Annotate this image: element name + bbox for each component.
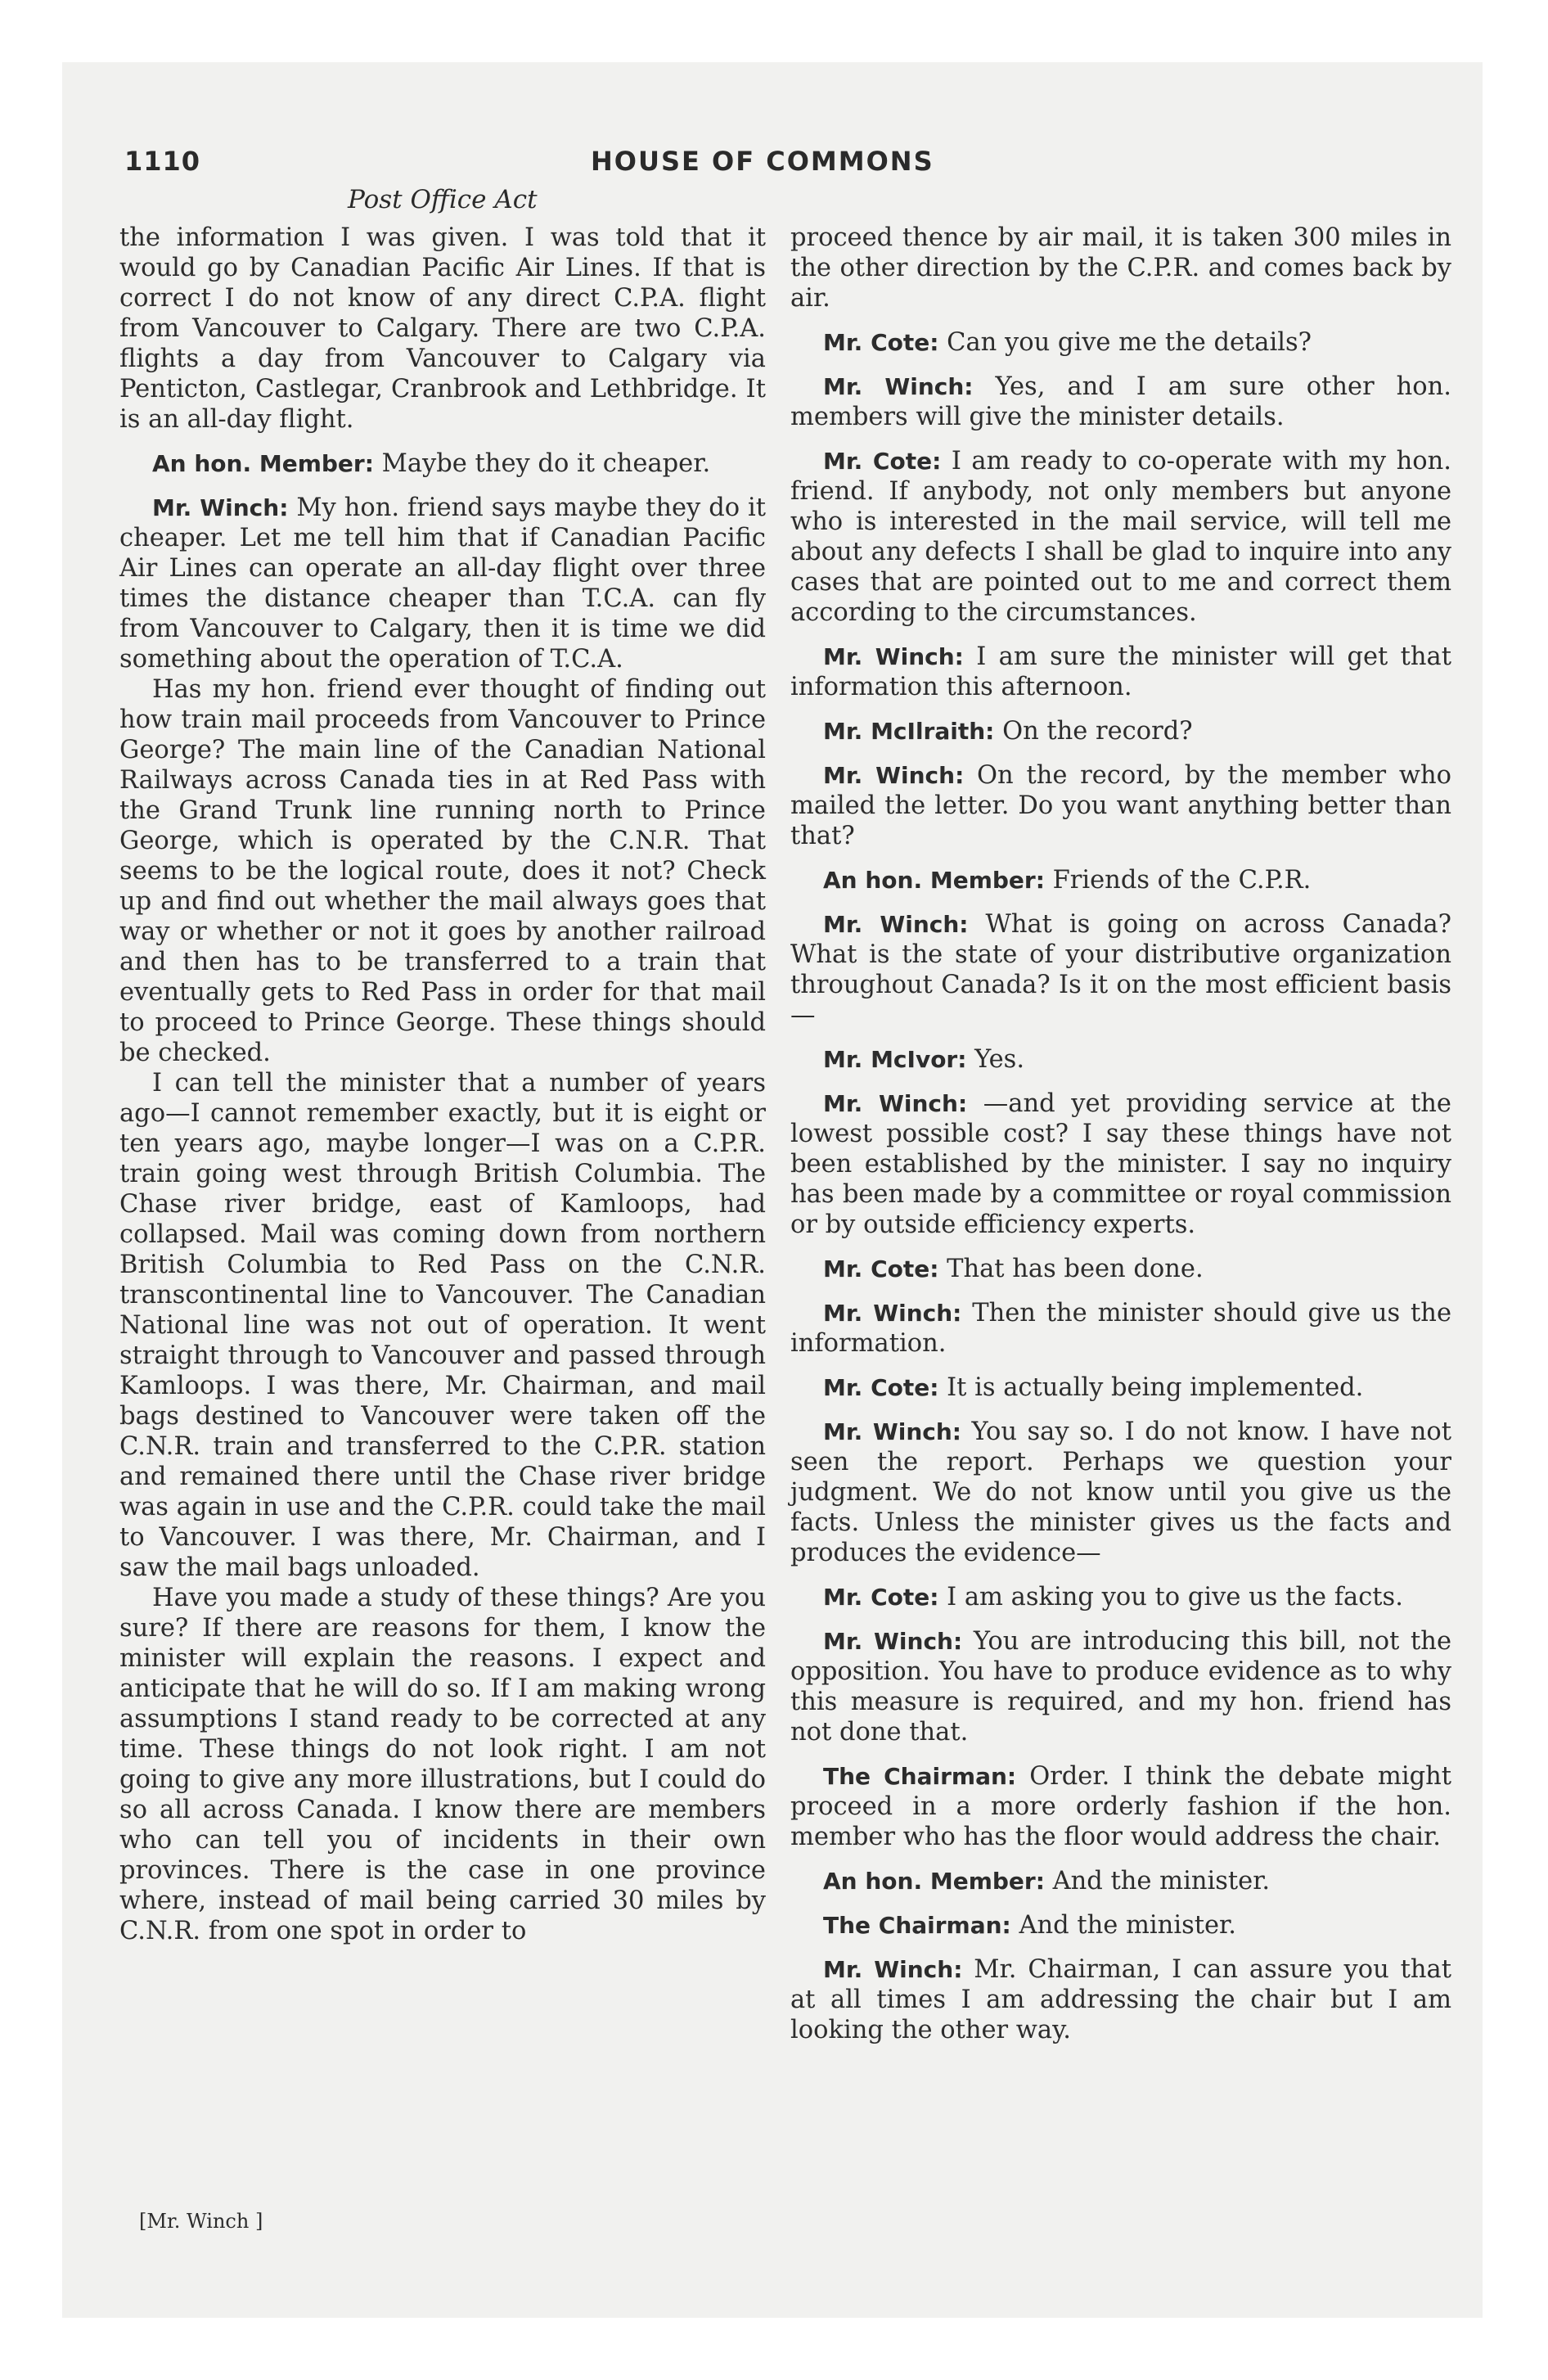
paragraph-text: I can tell the minister that a number of years ago—I cannot remember exactly, but it is eight or ten years ago, maybe longer—I was on a C.P.R. train going west through British Columbia. The Chase river bridge, east of Kamloops, had collapsed. Mail was coming down from northern British Columbia to Red Pass on the C.N.R. transcontinental line to Vancouver. The Canadian National line was not out of operation. It went straight through to Vancouver and passed through Kamloops. I was there, Mr. Chairman, and mail bags destined to Vancouver were taken off the C.N.R. train and transferred to the C.P.R. station and remained there until the Chase river bridge was again in use and the C.P.R. could take the mail to Vancouver. I was there, Mr. Chairman, and I saw the mail bags unloaded. — [119, 1069, 766, 1582]
speaker-name: An hon. Member: — [823, 867, 1045, 894]
paragraph — [119, 1583, 766, 1946]
speaker-name: Mr. Winch: — [823, 1090, 968, 1117]
speech-paragraph — [790, 372, 1451, 432]
speech-paragraph — [119, 493, 766, 674]
speech-text: Then the minister should give us the information. — [790, 1299, 1451, 1358]
speaker-name: An hon. Member: — [823, 1868, 1045, 1895]
left-column — [119, 223, 766, 1946]
speaker-name: Mr. Winch: — [823, 1418, 962, 1445]
speech-text: I am sure the minister will get that information this afternoon. — [790, 642, 1451, 701]
speech-text: On the record? — [1002, 717, 1193, 746]
speech-paragraph — [790, 327, 1451, 358]
speech-text: On the record, by the member who mailed the letter. Do you want anything better than that? — [790, 761, 1451, 850]
speech-text: You say so. I do not know. I have not seen the report. Perhaps we question your judgment. We do not know until you give us the facts. Unless the minister gives us the facts and produces the evidence— — [790, 1418, 1451, 1567]
speech-text: What is going on across Canada? What is the state of your distributive organization throughout Canada? Is it on the most efficient basis— — [790, 910, 1451, 1030]
speaker-name: An hon. Member: — [152, 450, 374, 477]
speech-paragraph — [790, 1626, 1451, 1747]
speech-text: Friends of the C.P.R. — [1052, 866, 1312, 895]
speech-text: You are introducing this bill, not the opposition. You have to produce evidence as to why this measure is required, and my hon. friend has not done that. — [790, 1627, 1451, 1747]
speaker-name: Mr. McIvor: — [823, 1046, 967, 1073]
footer-speaker-note: [Mr. Winch ] — [139, 2210, 263, 2233]
page-number: 1110 — [124, 146, 201, 177]
speaker-name: Mr. Winch: — [823, 1956, 963, 1983]
speech-paragraph — [790, 1582, 1451, 1612]
running-title: HOUSE OF COMMONS — [591, 146, 934, 177]
speech-paragraph — [790, 1044, 1451, 1075]
speech-paragraph — [790, 1761, 1451, 1852]
paragraph — [119, 1068, 766, 1583]
speaker-name: Mr. Winch: — [823, 911, 969, 938]
speech-text: And the minister. — [1052, 1867, 1271, 1895]
speech-paragraph — [790, 865, 1451, 895]
speech-paragraph — [119, 449, 766, 479]
paragraph-text: Have you made a study of these things? Are you sure? If there are reasons for them, I know the minister will explain the reasons. I expect and anticipate that he will do so. If I am making wrong assumptions I stand ready to be corrected at any time. These things do not look right. I am not going to give any more illustrations, but I could do so all across Canada. I know there are members who can tell you of incidents in their own provinces. There is the case in one province where, instead of mail being carried 30 miles by C.N.R. from one spot in order to — [119, 1584, 766, 1945]
speech-paragraph — [790, 1373, 1451, 1403]
speaker-name: Mr. Winch: — [823, 762, 965, 789]
speech-paragraph — [790, 1089, 1451, 1240]
speech-text: Yes, and I am sure other hon. members will give the minister details. — [790, 372, 1452, 431]
section-title: Post Office Act — [348, 185, 538, 214]
paragraph — [119, 223, 766, 435]
speech-text: Can you give me the details? — [947, 328, 1312, 357]
paragraph — [119, 674, 766, 1068]
paragraph-text: the information I was given. I was told that it would go by Canadian Pacific Air Lines. If that is correct I do not know of any direct C.P.A. flight from Vancouver to Calgary. There are two C.P.A. flights a day from Vancouver to Calgary via Penticton, Castlegar, Cranbrook and Lethbridge. It is an all-day flight. — [119, 223, 766, 434]
speech-paragraph — [790, 1954, 1451, 2045]
speech-text: My hon. friend says maybe they do it cheaper. Let me tell him that if Canadian Pacific Air Lines can operate an all-day flight over three times the distance cheaper than T.C.A. can fly from Vancouver to Calgary, then it is time we did something about the operation of T.C.A. — [119, 494, 766, 674]
paragraph-text: proceed thence by air mail, it is taken 300 miles in the other direction by the C.P.R. and comes back by air. — [790, 223, 1451, 313]
speaker-name: Mr. Cote: — [823, 329, 939, 356]
speaker-name: Mr. Cote: — [823, 1255, 939, 1282]
speaker-name: The Chairman: — [823, 1912, 1011, 1939]
speaker-name: Mr. McIlraith: — [823, 718, 995, 745]
speech-text: That has been done. — [947, 1255, 1204, 1283]
speaker-name: Mr. Winch: — [823, 643, 964, 670]
speaker-name: Mr. Cote: — [823, 1584, 939, 1611]
speaker-name: Mr. Cote: — [823, 448, 942, 475]
page-header — [124, 146, 1448, 187]
speaker-name: Mr. Winch: — [152, 494, 289, 521]
speaker-name: The Chairman: — [823, 1763, 1017, 1790]
speech-text: And the minister. — [1019, 1911, 1236, 1940]
speech-paragraph — [790, 1866, 1451, 1896]
speech-text: I am asking you to give us the facts. — [947, 1583, 1403, 1611]
speech-paragraph — [790, 760, 1451, 851]
speech-text: It is actually being implemented. — [947, 1373, 1364, 1402]
right-column — [790, 223, 1451, 2045]
speech-text: Yes. — [974, 1045, 1025, 1074]
speech-paragraph — [790, 909, 1451, 1030]
speech-text: I am ready to co-operate with my hon. friend. If anybody, not only members but anyone who is interested in the mail service, will tell me about any defects I shall be glad to inquire into any cases that are pointed out to me and correct them according to the circumstances. — [790, 447, 1451, 627]
speech-paragraph — [790, 1910, 1451, 1941]
speech-paragraph — [790, 1417, 1451, 1568]
speech-text: Maybe they do it cheaper. — [381, 449, 711, 478]
paragraph — [790, 223, 1451, 313]
speaker-name: Mr. Winch: — [823, 1300, 962, 1327]
speech-paragraph — [790, 716, 1451, 746]
speaker-name: Mr. Winch: — [823, 1628, 963, 1655]
speech-paragraph — [790, 1298, 1451, 1359]
speech-text: Mr. Chairman, I can assure you that at all times I am addressing the chair but I am looking the other way. — [790, 1955, 1451, 2044]
speech-paragraph — [790, 642, 1451, 702]
speech-paragraph — [790, 446, 1451, 628]
speaker-name: Mr. Cote: — [823, 1374, 939, 1401]
speech-text: Order. I think the debate might proceed in a more orderly fashion if the hon. member who has the floor would address the chair. — [790, 1762, 1451, 1851]
speech-text: —and yet providing service at the lowest possible cost? I say these things have not been established by the minister. I say no inquiry has been made by a committee or royal commission or by outside efficiency experts. — [790, 1089, 1451, 1239]
speech-paragraph — [790, 1254, 1451, 1284]
paragraph-text: Has my hon. friend ever thought of finding out how train mail proceeds from Vancouver to Prince George? The main line of the Canadian National Railways across Canada ties in at Red Pass with the Grand Trunk line running north to Prince George, which is operated by the C.N.R. That seems to be the logical route, does it not? Check up and find out whether the mail always goes that way or whether or not it goes by another railroad and then has to be transferred to a train that eventually gets to Red Pass in order for that mail to proceed to Prince George. These things should be checked. — [119, 675, 766, 1067]
speaker-name: Mr. Winch: — [823, 373, 974, 400]
